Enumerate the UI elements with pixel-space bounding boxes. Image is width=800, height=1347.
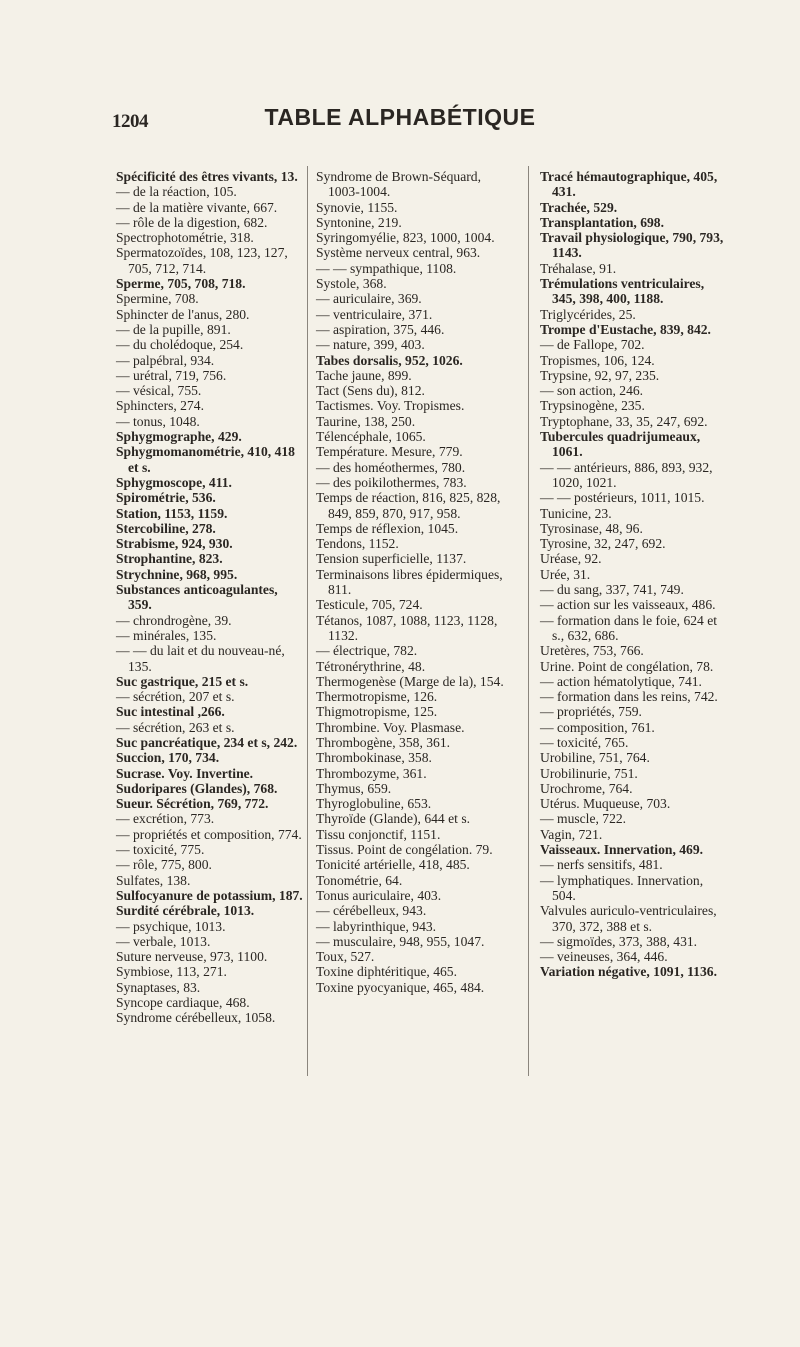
index-entry: Travail physiologique, 790, 793, 1143. bbox=[540, 230, 724, 261]
index-entry: Sphygmographe, 429. bbox=[116, 429, 242, 445]
index-entry: Trypsinogène, 235. bbox=[540, 398, 645, 414]
index-entry: Spécificité des êtres vivants, 13. bbox=[116, 169, 298, 184]
index-entry: Systole, 368. bbox=[316, 276, 387, 292]
index-entry: Trypsine, 92, 97, 235. bbox=[540, 367, 660, 383]
index-entry: Temps de réflexion, 1045. bbox=[316, 520, 459, 536]
index-entry: Valvules auriculo-ventriculaires, 370, 372, 388 et s. bbox=[540, 903, 717, 934]
index-entry: — vésical, 755. bbox=[116, 383, 202, 399]
index-entry: Thyroïde (Glande), 644 et s. bbox=[316, 811, 471, 827]
column-divider-2 bbox=[528, 166, 529, 1076]
index-entry: Variation négative, 1091, 1136. bbox=[540, 964, 717, 980]
index-entry: Tonométrie, 64. bbox=[316, 872, 403, 888]
index-entry: — muscle, 722. bbox=[540, 811, 627, 827]
index-entry: Testicule, 705, 724. bbox=[316, 597, 423, 613]
index-entry: — — antérieurs, 886, 893, 932, 1020, 1021. bbox=[540, 459, 713, 490]
index-entry: — propriétés et composition, 774. bbox=[116, 826, 302, 842]
index-entry: Tubercules quadrijumeaux, 1061. bbox=[540, 429, 701, 460]
index-entry: Sphygmoscope, 411. bbox=[116, 474, 232, 490]
index-entry: — labyrinthique, 943. bbox=[316, 918, 437, 934]
index-entry: Sperme, 705, 708, 718. bbox=[116, 276, 246, 292]
index-entry: Thermotropisme, 126. bbox=[316, 689, 438, 705]
index-entry: Température. Mesure, 779. bbox=[316, 444, 463, 460]
index-entry: — auriculaire, 369. bbox=[316, 291, 422, 307]
index-entry: Syntonine, 219. bbox=[316, 214, 402, 230]
index-entry: Tendons, 1152. bbox=[316, 536, 399, 552]
index-entry: Spirométrie, 536. bbox=[116, 490, 216, 506]
index-entry: — aspiration, 375, 446. bbox=[316, 321, 445, 337]
index-entry: Stercobiline, 278. bbox=[116, 520, 216, 536]
index-entry: — veineuses, 364, 446. bbox=[540, 949, 668, 965]
index-entry: — formation dans les reins, 742. bbox=[540, 689, 718, 705]
index-entry: Strychnine, 968, 995. bbox=[116, 566, 238, 582]
index-entry: Suc gastrique, 215 et s. bbox=[116, 673, 249, 689]
index-entry: — chrondrogène, 39. bbox=[116, 612, 232, 628]
index-entry: — du sang, 337, 741, 749. bbox=[540, 582, 684, 598]
index-entry: Substances anticoagulantes, 359. bbox=[116, 582, 278, 613]
index-entry: — lymphatiques. Innervation, 504. bbox=[540, 872, 704, 903]
index-entry: Urine. Point de congélation, 78. bbox=[540, 658, 714, 674]
index-entry: Thrombozyme, 361. bbox=[316, 765, 427, 781]
index-entry: — sécrétion, 207 et s. bbox=[116, 689, 235, 705]
index-entry: Thymus, 659. bbox=[316, 780, 392, 796]
index-entry: — de la pupille, 891. bbox=[116, 321, 231, 337]
index-entry: Tyrosinase, 48, 96. bbox=[540, 520, 643, 536]
index-entry: Strophantine, 823. bbox=[116, 551, 223, 567]
column-divider-1 bbox=[307, 166, 308, 1076]
index-entry: Syringomyélie, 823, 1000, 1004. bbox=[316, 230, 495, 246]
index-entry: Sueur. Sécrétion, 769, 772. bbox=[116, 796, 269, 812]
index-entry: — action hématolytique, 741. bbox=[540, 673, 702, 689]
index-entry: Terminaisons libres épidermiques, 811. bbox=[316, 566, 503, 598]
index-entry: Tétronérythrine, 48. bbox=[316, 658, 426, 674]
index-column-1 bbox=[116, 169, 304, 1026]
index-entry: Taurine, 138, 250. bbox=[316, 413, 416, 429]
index-entry: — urétral, 719, 756. bbox=[116, 367, 227, 383]
index-entry: — sécrétion, 263 et s. bbox=[116, 719, 235, 735]
index-entry: Télencéphale, 1065. bbox=[316, 429, 426, 445]
index-entry: Urobiline, 751, 764. bbox=[540, 750, 650, 766]
index-entry: Tissu conjonctif, 1151. bbox=[316, 826, 441, 842]
index-entry: Utérus. Muqueuse, 703. bbox=[540, 796, 671, 812]
index-entry: — psychique, 1013. bbox=[116, 918, 226, 934]
index-entry: Symbiose, 113, 271. bbox=[116, 964, 227, 980]
index-entry: Transplantation, 698. bbox=[540, 214, 665, 230]
index-entry: Thermogenèse (Marge de la), 154. bbox=[316, 673, 504, 689]
index-entry: — de la réaction, 105. bbox=[116, 184, 237, 200]
index-entry: Tactismes. Voy. Tropismes. bbox=[316, 398, 465, 414]
index-entry: Thrombogène, 358, 361. bbox=[316, 734, 451, 750]
index-entry: Urochrome, 764. bbox=[540, 780, 633, 796]
index-entry: — action sur les vaisseaux, 486. bbox=[540, 597, 716, 613]
index-entry: Tropismes, 106, 124. bbox=[540, 352, 655, 368]
index-entry: Vagin, 721. bbox=[540, 826, 603, 842]
page-number: 1204 bbox=[112, 111, 148, 132]
index-entry: Sphygmomanométrie, 410, 418 et s. bbox=[116, 444, 295, 475]
index-entry: Station, 1153, 1159. bbox=[116, 505, 228, 521]
index-entry: Sucrase. Voy. Invertine. bbox=[116, 765, 254, 781]
index-entry: — minérales, 135. bbox=[116, 627, 217, 643]
index-entry: — — sympathique, 1108. bbox=[316, 260, 457, 276]
index-entry: Tunicine, 23. bbox=[540, 505, 612, 521]
index-entry: Trompe d'Eustache, 839, 842. bbox=[540, 321, 711, 337]
index-entry: Thigmotropisme, 125. bbox=[316, 704, 438, 720]
index-entry: — musculaire, 948, 955, 1047. bbox=[316, 933, 485, 949]
index-entry: Tache jaune, 899. bbox=[316, 367, 412, 383]
index-entry: Système nerveux central, 963. bbox=[316, 245, 481, 261]
index-entry: Tétanos, 1087, 1088, 1123, 1128, 1132. bbox=[316, 612, 498, 643]
index-entry: — tonus, 1048. bbox=[116, 413, 200, 429]
index-entry: — de la matière vivante, 667. bbox=[116, 199, 278, 215]
index-entry: Spectrophotométrie, 318. bbox=[116, 230, 254, 246]
index-entry: — — du lait et du nouveau-né, 135. bbox=[116, 643, 285, 674]
index-entry: Syndrome cérébelleux, 1058. bbox=[116, 1010, 276, 1026]
index-entry: Temps de réaction, 816, 825, 828, 849, 859, 870, 917, 958. bbox=[316, 490, 501, 521]
index-entry: Tracé hémautographique, 405, 431. bbox=[540, 169, 718, 200]
index-entry: Suc intestinal ,266. bbox=[116, 704, 225, 720]
index-entry: Triglycérides, 25. bbox=[540, 306, 636, 322]
index-entry: — ventriculaire, 371. bbox=[316, 306, 433, 322]
index-entry: Suc pancréatique, 234 et s, 242. bbox=[116, 734, 298, 750]
index-entry: — verbale, 1013. bbox=[116, 933, 211, 949]
index-entry: — rôle de la digestion, 682. bbox=[116, 214, 268, 230]
index-entry: Urobilinurie, 751. bbox=[540, 765, 638, 781]
index-entry: Trachée, 529. bbox=[540, 199, 618, 215]
index-entry: — nerfs sensitifs, 481. bbox=[540, 857, 663, 873]
index-entry: Syndrome de Brown-Séquard, 1003-1004. bbox=[316, 169, 481, 200]
index-entry: Tonus auriculaire, 403. bbox=[316, 887, 442, 903]
index-entry: — toxicité, 765. bbox=[540, 734, 629, 750]
index-entry: Thyroglobuline, 653. bbox=[316, 796, 432, 812]
index-entry: Tact (Sens du), 812. bbox=[316, 383, 425, 399]
index-entry: — — postérieurs, 1011, 1015. bbox=[540, 490, 705, 506]
index-entry: Tissus. Point de congélation. 79. bbox=[316, 842, 493, 858]
index-entry: — excrétion, 773. bbox=[116, 811, 215, 827]
index-entry: Trémulations ventriculaires, 345, 398, 400, 1188. bbox=[540, 276, 705, 307]
index-entry: Spermine, 708. bbox=[116, 291, 199, 307]
index-entry: Sulfocyanure de potassium, 187. bbox=[116, 887, 303, 903]
index-entry: — des poikilothermes, 783. bbox=[316, 474, 467, 490]
index-entry: — nature, 399, 403. bbox=[316, 337, 425, 353]
index-entry: Sphincters, 274. bbox=[116, 398, 204, 414]
index-entry: Synaptases, 83. bbox=[116, 979, 201, 995]
index-entry: Tréhalase, 91. bbox=[540, 260, 617, 276]
index-entry: Uréase, 92. bbox=[540, 551, 602, 567]
index-entry: — formation dans le foie, 624 et s., 632, 686. bbox=[540, 612, 718, 643]
index-entry: Tension superficielle, 1137. bbox=[316, 551, 467, 567]
index-entry: Thrombokinase, 358. bbox=[316, 750, 432, 766]
index-entry: Sphincter de l'anus, 280. bbox=[116, 306, 250, 322]
index-entry: Strabisme, 924, 930. bbox=[116, 536, 233, 552]
index-entry: Tyrosine, 32, 247, 692. bbox=[540, 536, 666, 552]
index-entry: Sulfates, 138. bbox=[116, 872, 191, 888]
index-entry: — cérébelleux, 943. bbox=[316, 903, 427, 919]
index-entry: — rôle, 775, 800. bbox=[116, 857, 212, 873]
index-entry: Toxine pyocyanique, 465, 484. bbox=[316, 979, 485, 995]
index-entry: Toux, 527. bbox=[316, 949, 375, 965]
index-column-2 bbox=[316, 169, 511, 995]
index-entry: Surdité cérébrale, 1013. bbox=[116, 903, 255, 919]
index-entry: — son action, 246. bbox=[540, 383, 644, 399]
index-entry: — toxicité, 775. bbox=[116, 842, 205, 858]
index-entry: Syncope cardiaque, 468. bbox=[116, 995, 250, 1011]
index-entry: — palpébral, 934. bbox=[116, 352, 215, 368]
index-entry: — sigmoïdes, 373, 388, 431. bbox=[540, 933, 698, 949]
index-entry: — propriétés, 759. bbox=[540, 704, 642, 720]
index-entry: Toxine diphtéritique, 465. bbox=[316, 964, 458, 980]
index-entry: Suture nerveuse, 973, 1100. bbox=[116, 949, 268, 965]
page-title: TABLE ALPHABÉTIQUE bbox=[264, 104, 536, 130]
index-entry: — électrique, 782. bbox=[316, 643, 418, 659]
index-entry: Thrombine. Voy. Plasmase. bbox=[316, 719, 465, 735]
index-entry: Synovie, 1155. bbox=[316, 199, 398, 215]
index-entry: — de Fallope, 702. bbox=[540, 337, 645, 353]
index-entry: Uretères, 753, 766. bbox=[540, 643, 644, 659]
index-entry: Tryptophane, 33, 35, 247, 692. bbox=[540, 413, 708, 429]
index-entry: — du cholédoque, 254. bbox=[116, 337, 244, 353]
index-entry: Tabes dorsalis, 952, 1026. bbox=[316, 352, 463, 368]
index-entry: Succion, 170, 734. bbox=[116, 750, 220, 766]
index-entry: Spermatozoïdes, 108, 123, 127, 705, 712, 714. bbox=[116, 245, 288, 276]
index-entry: Urée, 31. bbox=[540, 566, 591, 582]
index-entry: Sudoripares (Glandes), 768. bbox=[116, 780, 278, 796]
index-entry: — des homéothermes, 780. bbox=[316, 459, 466, 475]
index-entry: Tonicité artérielle, 418, 485. bbox=[316, 857, 470, 873]
index-entry: — composition, 761. bbox=[540, 719, 655, 735]
index-entry: Vaisseaux. Innervation, 469. bbox=[540, 842, 704, 858]
index-column-3 bbox=[540, 169, 730, 980]
